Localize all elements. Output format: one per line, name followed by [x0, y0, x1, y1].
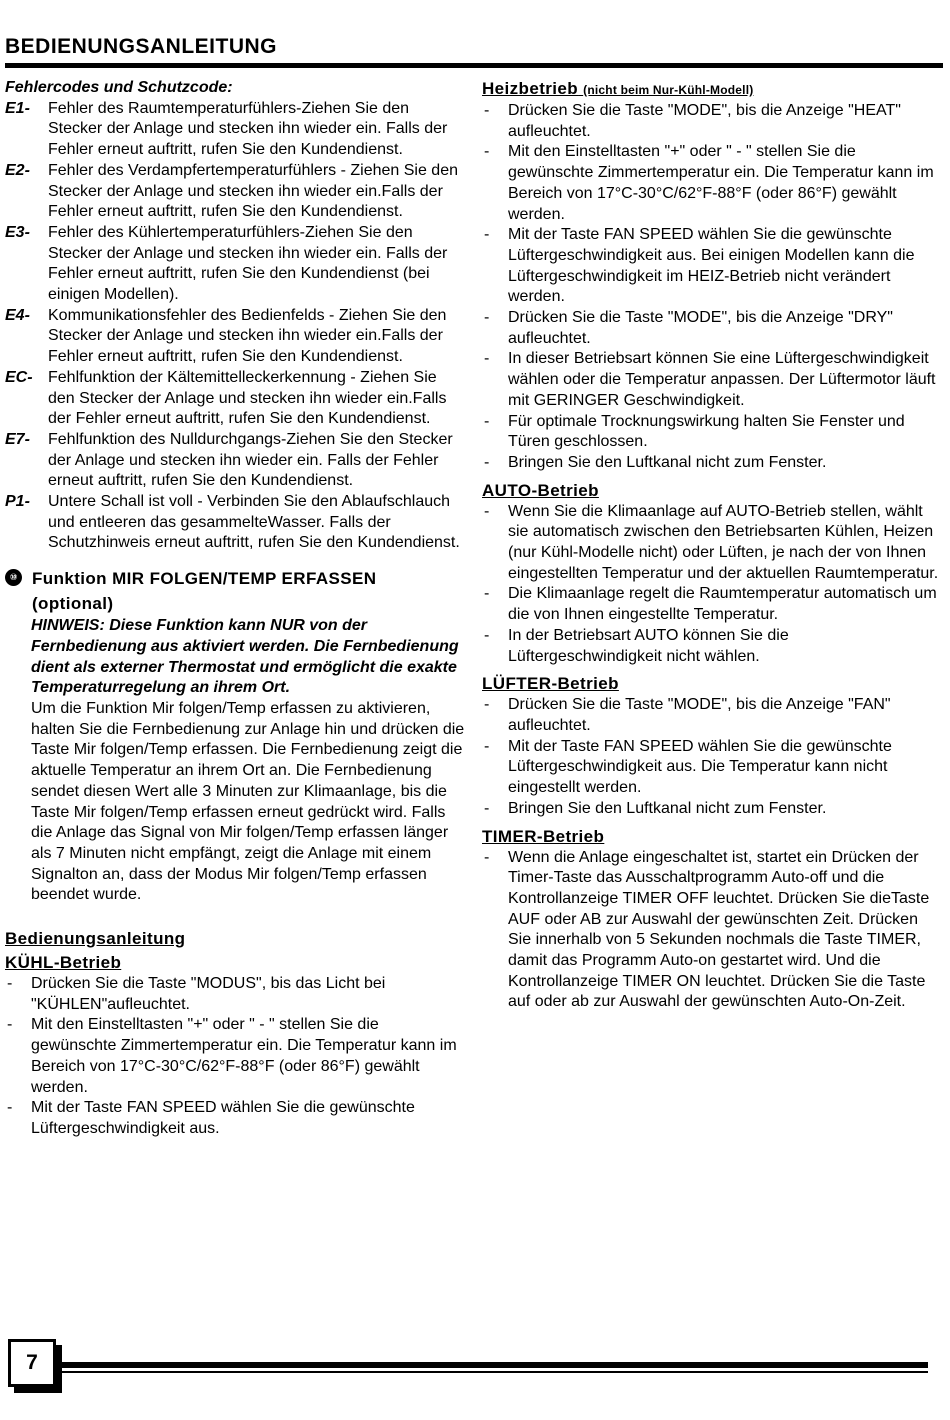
- list-item: [5, 1015, 465, 1098]
- list-item-text: Wenn Sie die Klimaanlage auf AUTO-Betrieb stellen, wählt sie automatisch zwischen den Betriebsarten Kühlen, Heizen (nur Kühl-Modelle nicht) oder Lüften, je nach der von Ihnen eingestellten Temperatur und der aktuellen Raumtemperatur.: [508, 502, 939, 582]
- bullet-dash: -: [7, 1016, 13, 1034]
- list-item-text: Bringen Sie den Luftkanal nicht zum Fenster.: [508, 453, 827, 471]
- list-item-text: Mit den Einstelltasten "+" oder " - " stellen Sie die gewünschte Zimmertemperatur ein. Die Temperatur kann im Bereich von 17°C-30°C/62°F-88°F (oder 86°F) gewählt werden.: [31, 1016, 457, 1096]
- list-item: [482, 848, 940, 1014]
- list-item: [482, 695, 940, 736]
- list-item: [5, 974, 465, 1015]
- list-item-text: Drücken Sie die Taste "MODE", bis die Anzeige "HEAT" aufleuchtet.: [508, 102, 901, 140]
- heat-mode-subtitle: (nicht beim Nur-Kühl-Modell): [583, 83, 754, 97]
- error-code: E2-: [5, 161, 30, 179]
- auto-mode-heading: AUTO-Betrieb: [482, 480, 599, 500]
- operating-instructions-heading: Bedienungsanleitung: [5, 929, 186, 949]
- follow-me-description: Um die Funktion Mir folgen/Temp erfassen zu aktivieren, halten Sie die Fernbedienung zur Anlage hin und drücken die Taste Mir folgen/Temp erfassen. Die Fernbedienung zeigt die aktuelle Temperatur an ihrem Ort an. Die Fernbedienung sendet diesen Wert alle 3 Minuten zur Klimaanlage, bis die Taste Mir folgen/Temp erfassen erneut gedrückt wird. Falls die Anlage das Signal von Mir folgen/Temp erfassen länger als 7 Minuten nicht empfängt, zeigt die Anlage mit einem Signalton an, dass der Modus Mir folgen/Temp erfassen beendet wurde.: [31, 699, 465, 904]
- follow-me-title-optional: (optional): [32, 594, 114, 614]
- bullet-dash: -: [484, 696, 490, 714]
- list-item: [482, 584, 940, 625]
- list-item-text: Mit der Taste FAN SPEED wählen Sie die gewünschte Lüftergeschwindigkeit aus. Bei einigen Modellen kann die Lüftergeschwindigkeit im HEIZ-Betrieb nicht verändert werden.: [508, 226, 915, 306]
- follow-me-body: [5, 616, 465, 906]
- bullet-dash: -: [7, 1099, 13, 1117]
- timer-mode-heading: TIMER-Betrieb: [482, 826, 605, 846]
- error-text: Untere Schall ist voll - Verbinden Sie den Ablaufschlauch und entleeren das gesammelteWasser. Falls der Schutzhinweis erneut auftritt, rufen Sie den Kundendienst.: [48, 493, 460, 552]
- list-item: [482, 412, 940, 453]
- follow-me-note: HINWEIS: Diese Funktion kann NUR von der Fernbedienung aus aktiviert werden. Die Fernbedienung dient als externer Thermostat und ermöglicht die exakte Temperaturregelung an ihrem Ort.: [31, 617, 459, 697]
- list-item-text: Drücken Sie die Taste "MODE", bis die Anzeige "DRY" aufleuchtet.: [508, 309, 893, 347]
- header-rule: [5, 63, 943, 68]
- bullet-dash: -: [484, 502, 490, 520]
- list-item: [482, 308, 940, 349]
- bullet-dash: -: [484, 102, 490, 119]
- error-text: Fehlfunktion der Kältemittelleckerkennung - Ziehen Sie den Stecker der Anlage und stecken ihn wieder ein.Falls der Fehler erneut auftritt, rufen Sie den Kundendienst.: [48, 368, 447, 428]
- list-item-text: Wenn die Anlage eingeschaltet ist, startet ein Drücken der Timer-Taste das Ausschaltprogramm Auto-off und die Kontrollanzeige TIMER OFF leuchtet. Drücken Sie dieTaste AUF oder AB zur Auswahl der gewünschten Zeit. Drücken Sie innerhalb von 5 Sekunden nochmals die Taste TIMER, damit das Programm Auto-on gestartet wird. Und die Kontrollanzeige TIMER ON leuchtet. Drücken Sie die Taste auf oder ab zur Auswahl der gewünschten Auto-On-Zeit.: [508, 848, 930, 1011]
- bullet-dash: -: [484, 737, 490, 755]
- cool-mode-heading: KÜHL-Betrieb: [5, 953, 122, 973]
- error-item: [5, 306, 465, 368]
- bullet-dash: -: [484, 626, 490, 644]
- list-item-text: Mit der Taste FAN SPEED wählen Sie die gewünschte Lüftergeschwindigkeit aus.: [31, 1099, 415, 1137]
- bullet-dash: -: [484, 799, 490, 817]
- error-text: Fehlfunktion des Nulldurchgangs-Ziehen Sie den Stecker der Anlage und stecken ihn wieder ein. Falls der Fehler erneut auftritt, rufen Sie den Kundendienst.: [48, 430, 453, 490]
- list-item: [482, 737, 940, 799]
- list-item-text: Drücken Sie die Taste "MODE", bis die Anzeige "FAN" aufleuchtet.: [508, 696, 891, 734]
- list-item-text: Mit der Taste FAN SPEED wählen Sie die gewünschte Lüftergeschwindigkeit aus. Die Temperatur kann nicht eingestellt werden.: [508, 737, 892, 797]
- error-text: Fehler des Verdampfertemperaturfühlers - Ziehen Sie den Stecker der Anlage und stecken ihn wieder ein.Falls der Fehler erneut auftritt, rufen Sie den Kundendienst.: [48, 161, 458, 221]
- footer-rule-thin: [58, 1371, 928, 1373]
- error-text: Fehler des Raumtemperaturfühlers-Ziehen Sie den Stecker der Anlage und stecken ihn wieder ein. Falls der Fehler erneut auftritt, rufen Sie den Kundendienst.: [48, 99, 448, 159]
- error-code: E7-: [5, 430, 30, 448]
- bullet-dash: -: [484, 350, 490, 368]
- list-item: [482, 142, 940, 225]
- list-item-text: Drücken Sie die Taste "MODUS", bis das Licht bei "KÜHLEN"aufleuchtet.: [31, 975, 386, 1013]
- error-item: [5, 99, 465, 161]
- circled-number-ten-icon: ⑩: [5, 569, 22, 586]
- bullet-dash: -: [484, 309, 490, 327]
- bullet-dash: -: [484, 848, 490, 866]
- bullet-dash: -: [484, 585, 490, 603]
- fan-mode-heading: LÜFTER-Betrieb: [482, 674, 619, 694]
- error-codes-title: Fehlercodes und Schutzcode:: [5, 79, 233, 96]
- bullet-dash: -: [484, 226, 490, 244]
- error-code: P1-: [5, 493, 30, 511]
- error-text: Fehler des Kühlertemperaturfühlers-Ziehen Sie den Stecker der Anlage und stecken ihn wieder ein. Falls der Fehler erneut auftritt, rufen Sie den Kundendienst (bei einigen Modellen).: [48, 223, 448, 304]
- bullet-dash: -: [484, 453, 490, 471]
- error-code: E3-: [5, 223, 30, 241]
- list-item-text: Die Klimaanlage regelt die Raumtemperatur automatisch um die von Ihnen eingestellte Temperatur.: [508, 585, 937, 624]
- error-item: [5, 368, 465, 430]
- list-item-text: In der Betriebsart AUTO können Sie die Lüftergeschwindigkeit nicht wählen.: [508, 626, 789, 665]
- bullet-dash: -: [7, 975, 13, 993]
- error-code: EC-: [5, 368, 33, 386]
- list-item-text: Für optimale Trocknungswirkung halten Sie Fenster und Türen geschlossen.: [508, 412, 905, 451]
- follow-me-section-heading: [5, 566, 465, 616]
- error-text: Kommunikationsfehler des Bedienfelds - Ziehen Sie den Stecker der Anlage und stecken ihn wieder ein.Falls der Fehler erneut auftritt, rufen Sie den Kundendienst.: [48, 306, 447, 366]
- page-number: 7: [8, 1339, 56, 1387]
- list-item: [482, 799, 940, 820]
- right-column: [482, 78, 940, 1013]
- page-title: BEDIENUNGSANLEITUNG: [5, 35, 278, 58]
- heat-mode-heading: [482, 78, 940, 101]
- list-item: [482, 626, 940, 667]
- list-item: [482, 349, 940, 411]
- left-column: [5, 78, 465, 1140]
- bullet-dash: -: [484, 143, 490, 161]
- list-item-text: Mit den Einstelltasten "+" oder " - " stellen Sie die gewünschte Zimmertemperatur ein. Die Temperatur kann im Bereich von 17°C-30°C/62°F-88°F (oder 86°F) gewählt werden.: [508, 143, 934, 223]
- list-item-text: Bringen Sie den Luftkanal nicht zum Fenster.: [508, 799, 827, 817]
- list-item: [5, 1098, 465, 1139]
- error-item: [5, 430, 465, 492]
- bullet-dash: -: [484, 412, 490, 430]
- list-item: [482, 502, 940, 585]
- error-item: [5, 223, 465, 306]
- footer-rule: [58, 1362, 928, 1368]
- list-item: [482, 225, 940, 308]
- follow-me-title: Funktion MIR FOLGEN/TEMP ERFASSEN: [32, 569, 377, 589]
- list-item: [482, 453, 940, 474]
- list-item-text: In dieser Betriebsart können Sie eine Lüftergeschwindigkeit wählen oder die Temperatur anpassen. Der Lüftermotor läuft mit GERINGER Geschwindigkeit.: [508, 350, 936, 409]
- list-item: [482, 101, 940, 142]
- error-code: E1-: [5, 99, 30, 117]
- heat-mode-title: Heizbetrieb: [482, 79, 579, 98]
- error-item: [5, 492, 465, 554]
- error-code: E4-: [5, 306, 30, 324]
- error-item: [5, 161, 465, 223]
